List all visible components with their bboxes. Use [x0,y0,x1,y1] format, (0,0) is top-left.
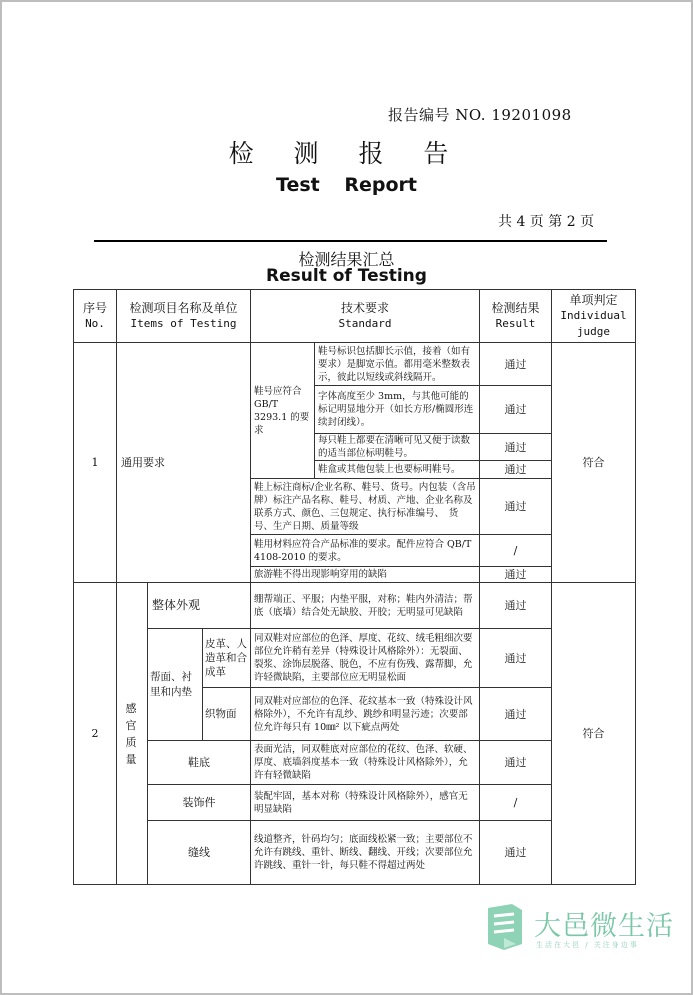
header-judge [552,290,635,342]
row2-sole-req: 表面光洁，同双鞋底对应部位的花纹、色泽、软硬、厚度、底墙斜度基本一致（特殊设计风格除外），允许有轻微缺陷 [254,744,473,781]
header-item-cn: 检测项目名称及单位 [129,301,238,315]
row1-req2: 字体高度至少 3mm，与其他可能的标记明显地分开（如长方形/椭圆形连续封闭线）。 [318,391,474,428]
row2-leather-label: 皮革、人造革和合成革 [205,638,247,678]
row2-leather-req: 同双鞋对应部位的色泽、厚度、花纹、绒毛粗细次要部位允许稍有差异（特殊设计风格除外）：无裂面、裂浆、涂饰层脱落、脱色，不应有伤残、露帮脚，允许轻微缺陷，主要部位应无明显松面 [254,633,473,683]
header-item [117,290,250,342]
row1-result-5: 通过 [504,500,527,513]
row2-result-5: / [513,796,518,809]
row1-req3: 每只鞋上都要在清晰可见又便于读数的适当部位标明鞋号。 [318,435,471,459]
row2-fabric-label: 织物面 [205,707,237,720]
row1-req6: 鞋用材料应符合产品标准的要求。配件应符合 QB/T 4108-2010 的要求。 [254,538,472,563]
row1-result-6: / [513,544,518,557]
header-seq [74,290,116,342]
row2-deco-label: 装饰件 [182,796,216,809]
row2-result-2: 通过 [504,651,527,665]
header-item-en: Items of Testing [130,317,237,330]
row1-result-3: 通过 [504,440,527,454]
title-chinese: 检 测 报 告 [228,139,465,168]
row2-category: 感官质量 [125,701,137,766]
header-judge-en: Individual judge [560,309,627,338]
row1-sub-label: 鞋号应符合 GB/T 3293.1 的要求 [254,385,310,436]
row1-result-7: 通过 [504,568,527,581]
row2-result-4: 通过 [504,756,527,769]
row2-overall-req: 绷帮端正、平服；内垫平服，对称；鞋内外清洁；帮底（底墙）结合处无缺胶、开胶；无明显可见缺陷 [254,593,473,618]
table-line [635,289,636,884]
row1-req1: 鞋号标识包括脚长示值，接着（如有要求）是脚宽示值。都用毫米整数表示，彼此以短线或斜线隔开。 [318,345,471,383]
header-result-en: Result [495,317,536,330]
row2-stitch-label: 缝线 [188,846,210,859]
row2-stitch-req: 线道整齐，针码均匀；底面线松紧一致；主要部位不允许有跳线、重针、断线、翻线、开线；次要部位允许跳线、重针一针，每只鞋不得超过两处 [254,834,473,871]
row2-judge: 符合 [582,727,605,740]
header-result [480,290,551,342]
row2-result-6: 通过 [504,846,527,859]
row1-no: 1 [91,456,99,469]
row2-no: 2 [91,727,99,740]
row1-req4: 鞋盒或其他包装上也要标明鞋号。 [318,464,461,475]
title-english: Test Report [276,174,417,196]
summary-title-english: Result of Testing [266,266,427,286]
header-seq-cn: 序号 [82,301,107,315]
header-judge-cn: 单项判定 [569,293,618,307]
table-line [73,884,636,885]
row2-overall-label: 整体外观 [152,598,201,612]
header-standard-en: Standard [338,317,392,330]
row1-req5: 鞋上标注商标/企业名称、鞋号、货号。内包装（含吊牌）标注产品名称、鞋号、材质、产地、企业名称及联系方式、颜色、三包规定、执行标准编号、 货号、生产日期、质量等级 [254,481,476,532]
row1-item: 通用要求 [121,456,165,469]
row2-fabric-req: 同双鞋对应部位的色泽、花纹基本一致（特殊设计风格除外），不允许有乱纱、跳纱和明显污迹；次要部位允许每只有 10㎜² 以下疵点两处 [254,695,473,733]
watermark-name: 大邑微生活 [534,911,674,942]
row2-deco-req: 装配牢固，基本对称（特殊设计风格除外），感官无明显缺陷 [254,790,468,815]
row2-upper-label: 帮面、衬里和内垫 [150,670,192,698]
row1-result-4: 通过 [504,463,527,476]
row1-result-2: 通过 [504,403,527,416]
row2-result-1: 通过 [504,599,527,612]
watermark [476,900,686,958]
table-line [116,289,117,884]
header-standard-cn: 技术要求 [340,301,389,315]
watermark-slogan: 生活在大邑 / 关注身边事 [536,941,639,949]
header-standard [251,290,479,342]
row2-result-3: 通过 [504,707,527,721]
watermark-logo-icon [482,900,528,952]
row2-sole-label: 鞋底 [188,756,210,769]
header-seq-en: No. [85,317,105,330]
row1-req7: 旅游鞋不得出现影响穿用的缺陷 [254,569,388,580]
header-rule [94,240,607,242]
table-line [202,628,203,740]
summary-title-chinese: 检测结果汇总 [298,250,395,269]
report-number: 报告编号 NO. 19201098 [388,106,572,124]
header-result-cn: 检测结果 [491,301,540,315]
row1-result-1: 通过 [504,357,527,371]
page-info: 共 4 页 第 2 页 [498,214,595,230]
row1-judge: 符合 [582,456,605,469]
